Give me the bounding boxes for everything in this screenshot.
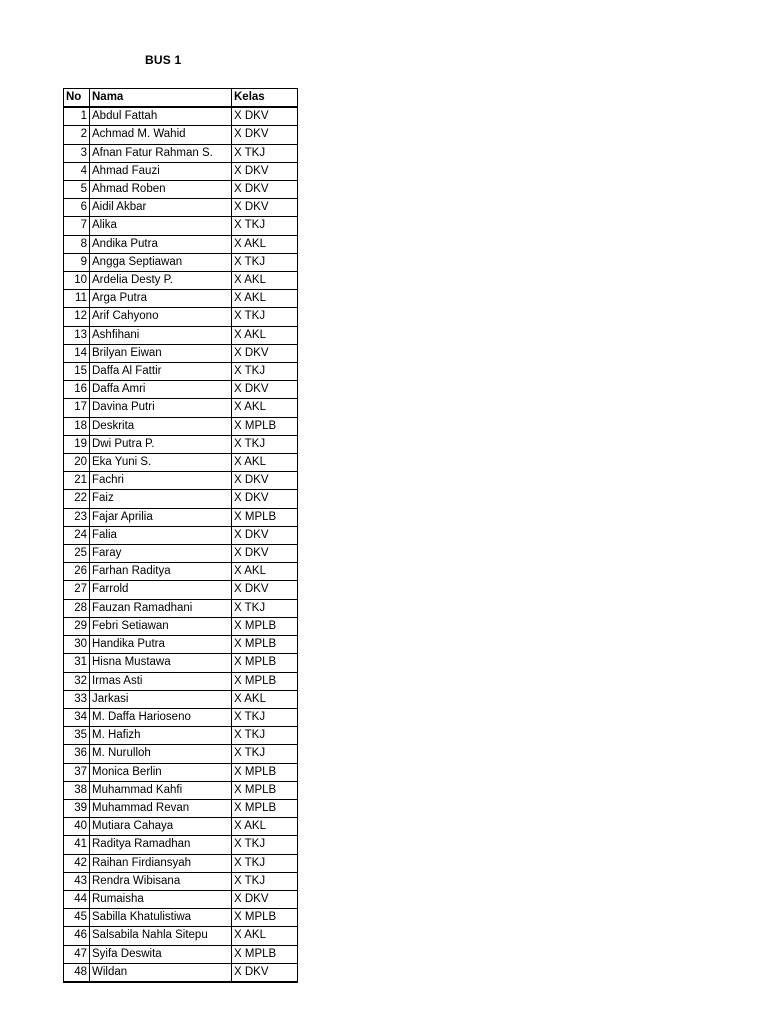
student-name-cell: Arga Putra <box>90 290 232 308</box>
student-name-cell: Farhan Raditya <box>90 563 232 581</box>
student-name-cell: Afnan Fatur Rahman S. <box>90 144 232 162</box>
class-cell: X TKJ <box>232 435 298 453</box>
row-number-cell: 21 <box>64 472 90 490</box>
row-number-cell: 30 <box>64 636 90 654</box>
table-row <box>64 963 298 982</box>
table-row <box>64 854 298 872</box>
class-cell: X DKV <box>232 581 298 599</box>
row-number-cell: 25 <box>64 545 90 563</box>
row-number-cell: 29 <box>64 617 90 635</box>
class-cell: X DKV <box>232 890 298 908</box>
table-row <box>64 745 298 763</box>
table-row <box>64 490 298 508</box>
class-cell: X MPLB <box>232 617 298 635</box>
class-cell: X DKV <box>232 107 298 126</box>
row-number-cell: 37 <box>64 763 90 781</box>
student-name-cell: Wildan <box>90 963 232 982</box>
table-row <box>64 508 298 526</box>
student-name-cell: Hisna Mustawa <box>90 654 232 672</box>
row-number-cell: 40 <box>64 818 90 836</box>
table-row <box>64 326 298 344</box>
class-cell: X AKL <box>232 326 298 344</box>
row-number-cell: 23 <box>64 508 90 526</box>
row-number-cell: 38 <box>64 781 90 799</box>
student-name-cell: Ardelia Desty P. <box>90 272 232 290</box>
class-cell: X TKJ <box>232 363 298 381</box>
table-row <box>64 636 298 654</box>
table-row <box>64 162 298 180</box>
class-cell: X DKV <box>232 490 298 508</box>
table-row <box>64 890 298 908</box>
class-cell: X AKL <box>232 690 298 708</box>
student-name-cell: Ahmad Fauzi <box>90 162 232 180</box>
row-number-cell: 43 <box>64 872 90 890</box>
table-row <box>64 107 298 126</box>
table-body <box>64 107 298 982</box>
class-cell: X MPLB <box>232 781 298 799</box>
row-number-cell: 47 <box>64 945 90 963</box>
class-cell: X TKJ <box>232 599 298 617</box>
passenger-table <box>63 88 298 983</box>
table-row <box>64 872 298 890</box>
table-row <box>64 909 298 927</box>
class-cell: X TKJ <box>232 854 298 872</box>
row-number-cell: 7 <box>64 217 90 235</box>
student-name-cell: M. Hafizh <box>90 727 232 745</box>
table-row <box>64 308 298 326</box>
class-cell: X MPLB <box>232 654 298 672</box>
row-number-cell: 31 <box>64 654 90 672</box>
student-name-cell: Sabilla Khatulistiwa <box>90 909 232 927</box>
class-cell: X TKJ <box>232 253 298 271</box>
student-name-cell: Deskrita <box>90 417 232 435</box>
class-cell: X TKJ <box>232 708 298 726</box>
class-cell: X TKJ <box>232 308 298 326</box>
student-name-cell: Abdul Fattah <box>90 107 232 126</box>
row-number-cell: 42 <box>64 854 90 872</box>
table-row <box>64 818 298 836</box>
student-name-cell: Fajar Aprilia <box>90 508 232 526</box>
student-name-cell: Faray <box>90 545 232 563</box>
table-row <box>64 144 298 162</box>
column-header-no: No <box>64 89 90 108</box>
table-row <box>64 454 298 472</box>
class-cell: X DKV <box>232 526 298 544</box>
row-number-cell: 5 <box>64 181 90 199</box>
sheet-title: BUS 1 <box>145 53 182 67</box>
student-name-cell: Daffa Amri <box>90 381 232 399</box>
student-name-cell: Raihan Firdiansyah <box>90 854 232 872</box>
row-number-cell: 4 <box>64 162 90 180</box>
table-row <box>64 344 298 362</box>
class-cell: X MPLB <box>232 636 298 654</box>
row-number-cell: 26 <box>64 563 90 581</box>
table-row <box>64 381 298 399</box>
student-name-cell: Muhammad Kahfi <box>90 781 232 799</box>
table-row <box>64 417 298 435</box>
class-cell: X MPLB <box>232 417 298 435</box>
table-row <box>64 126 298 144</box>
class-cell: X AKL <box>232 563 298 581</box>
table-row <box>64 290 298 308</box>
class-cell: X AKL <box>232 818 298 836</box>
student-name-cell: Rumaisha <box>90 890 232 908</box>
class-cell: X DKV <box>232 162 298 180</box>
row-number-cell: 17 <box>64 399 90 417</box>
table-row <box>64 708 298 726</box>
student-name-cell: Arif Cahyono <box>90 308 232 326</box>
row-number-cell: 18 <box>64 417 90 435</box>
table-row <box>64 399 298 417</box>
row-number-cell: 6 <box>64 199 90 217</box>
student-name-cell: Fachri <box>90 472 232 490</box>
header-row <box>64 89 298 108</box>
class-cell: X DKV <box>232 126 298 144</box>
class-cell: X TKJ <box>232 217 298 235</box>
row-number-cell: 27 <box>64 581 90 599</box>
row-number-cell: 3 <box>64 144 90 162</box>
row-number-cell: 11 <box>64 290 90 308</box>
row-number-cell: 9 <box>64 253 90 271</box>
row-number-cell: 20 <box>64 454 90 472</box>
class-cell: X MPLB <box>232 763 298 781</box>
class-cell: X DKV <box>232 381 298 399</box>
row-number-cell: 10 <box>64 272 90 290</box>
row-number-cell: 15 <box>64 363 90 381</box>
student-name-cell: Fauzan Ramadhani <box>90 599 232 617</box>
table-row <box>64 235 298 253</box>
row-number-cell: 28 <box>64 599 90 617</box>
student-name-cell: Ashfihani <box>90 326 232 344</box>
student-name-cell: Achmad M. Wahid <box>90 126 232 144</box>
row-number-cell: 33 <box>64 690 90 708</box>
row-number-cell: 12 <box>64 308 90 326</box>
student-name-cell: Daffa Al Fattir <box>90 363 232 381</box>
table-row <box>64 763 298 781</box>
class-cell: X AKL <box>232 454 298 472</box>
row-number-cell: 19 <box>64 435 90 453</box>
class-cell: X TKJ <box>232 144 298 162</box>
student-name-cell: Eka Yuni S. <box>90 454 232 472</box>
table-row <box>64 217 298 235</box>
row-number-cell: 13 <box>64 326 90 344</box>
student-name-cell: Raditya Ramadhan <box>90 836 232 854</box>
class-cell: X DKV <box>232 472 298 490</box>
student-name-cell: M. Nurulloh <box>90 745 232 763</box>
row-number-cell: 36 <box>64 745 90 763</box>
student-name-cell: Farrold <box>90 581 232 599</box>
student-name-cell: Syifa Deswita <box>90 945 232 963</box>
student-name-cell: Febri Setiawan <box>90 617 232 635</box>
student-name-cell: Mutiara Cahaya <box>90 818 232 836</box>
row-number-cell: 46 <box>64 927 90 945</box>
class-cell: X AKL <box>232 272 298 290</box>
class-cell: X AKL <box>232 290 298 308</box>
student-name-cell: Davina Putri <box>90 399 232 417</box>
student-name-cell: Andika Putra <box>90 235 232 253</box>
row-number-cell: 1 <box>64 107 90 126</box>
class-cell: X AKL <box>232 235 298 253</box>
table-row <box>64 672 298 690</box>
row-number-cell: 48 <box>64 963 90 982</box>
row-number-cell: 24 <box>64 526 90 544</box>
table-row <box>64 927 298 945</box>
table-row <box>64 199 298 217</box>
column-header-kelas: Kelas <box>232 89 298 108</box>
class-cell: X TKJ <box>232 745 298 763</box>
student-name-cell: Handika Putra <box>90 636 232 654</box>
class-cell: X DKV <box>232 963 298 982</box>
student-name-cell: Brilyan Eiwan <box>90 344 232 362</box>
table-row <box>64 526 298 544</box>
table-row <box>64 690 298 708</box>
class-cell: X MPLB <box>232 909 298 927</box>
class-cell: X MPLB <box>232 799 298 817</box>
class-cell: X TKJ <box>232 727 298 745</box>
table-row <box>64 563 298 581</box>
table-row <box>64 799 298 817</box>
student-name-cell: Muhammad Revan <box>90 799 232 817</box>
row-number-cell: 14 <box>64 344 90 362</box>
student-name-cell: Dwi Putra P. <box>90 435 232 453</box>
class-cell: X DKV <box>232 199 298 217</box>
table-row <box>64 836 298 854</box>
class-cell: X DKV <box>232 344 298 362</box>
class-cell: X AKL <box>232 399 298 417</box>
row-number-cell: 41 <box>64 836 90 854</box>
class-cell: X DKV <box>232 545 298 563</box>
table-row <box>64 472 298 490</box>
student-name-cell: Monica Berlin <box>90 763 232 781</box>
student-name-cell: M. Daffa Harioseno <box>90 708 232 726</box>
student-name-cell: Alika <box>90 217 232 235</box>
table-row <box>64 945 298 963</box>
class-cell: X AKL <box>232 927 298 945</box>
student-name-cell: Aidil Akbar <box>90 199 232 217</box>
class-cell: X DKV <box>232 181 298 199</box>
table-row <box>64 781 298 799</box>
student-name-cell: Salsabila Nahla Sitepu <box>90 927 232 945</box>
row-number-cell: 22 <box>64 490 90 508</box>
table-row <box>64 253 298 271</box>
table-row <box>64 545 298 563</box>
row-number-cell: 34 <box>64 708 90 726</box>
student-name-cell: Ahmad Roben <box>90 181 232 199</box>
class-cell: X TKJ <box>232 872 298 890</box>
student-name-cell: Faiz <box>90 490 232 508</box>
table-row <box>64 599 298 617</box>
class-cell: X TKJ <box>232 836 298 854</box>
table-row <box>64 727 298 745</box>
student-name-cell: Angga Septiawan <box>90 253 232 271</box>
class-cell: X MPLB <box>232 945 298 963</box>
row-number-cell: 2 <box>64 126 90 144</box>
table-row <box>64 181 298 199</box>
row-number-cell: 8 <box>64 235 90 253</box>
student-name-cell: Falia <box>90 526 232 544</box>
class-cell: X MPLB <box>232 508 298 526</box>
table-row <box>64 435 298 453</box>
row-number-cell: 39 <box>64 799 90 817</box>
student-name-cell: Irmas Asti <box>90 672 232 690</box>
row-number-cell: 45 <box>64 909 90 927</box>
row-number-cell: 32 <box>64 672 90 690</box>
column-header-nama: Nama <box>90 89 232 108</box>
row-number-cell: 35 <box>64 727 90 745</box>
table-row <box>64 581 298 599</box>
table-row <box>64 617 298 635</box>
table-row <box>64 363 298 381</box>
student-name-cell: Rendra Wibisana <box>90 872 232 890</box>
row-number-cell: 44 <box>64 890 90 908</box>
class-cell: X MPLB <box>232 672 298 690</box>
table-row <box>64 654 298 672</box>
table-row <box>64 272 298 290</box>
student-name-cell: Jarkasi <box>90 690 232 708</box>
row-number-cell: 16 <box>64 381 90 399</box>
